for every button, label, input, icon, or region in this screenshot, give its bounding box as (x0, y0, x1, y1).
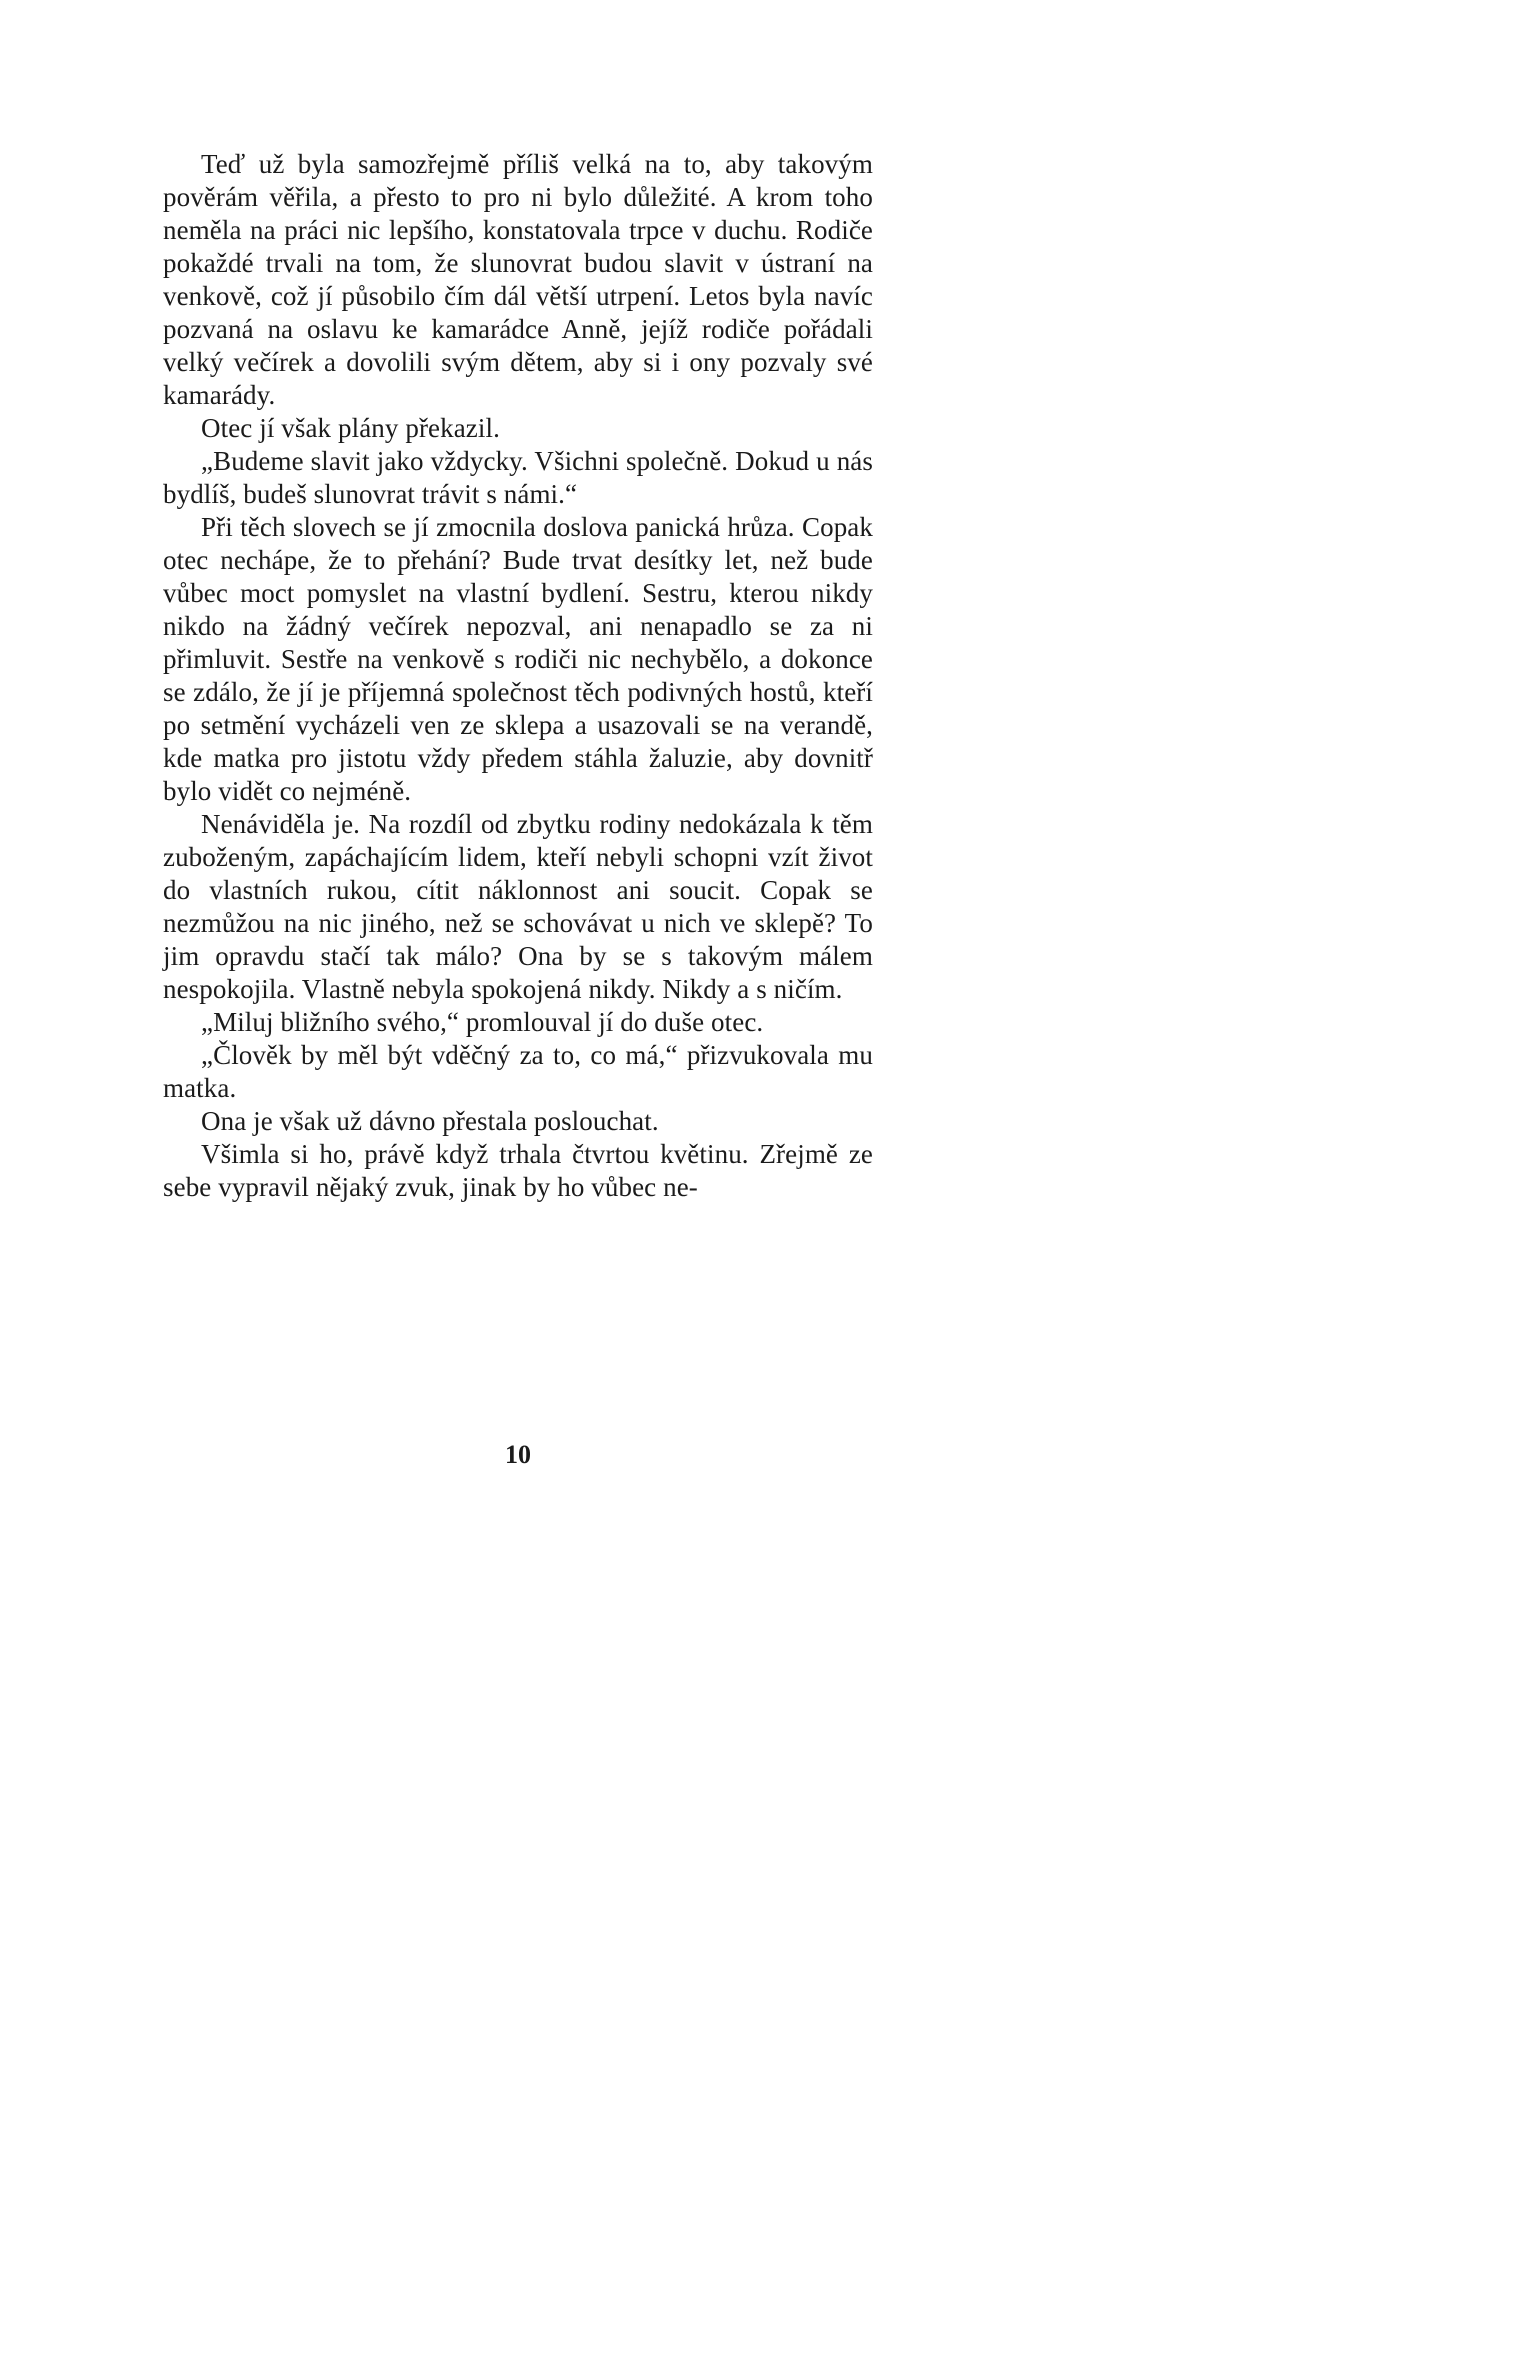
paragraph: Při těch slovech se jí zmocnila doslova panická hrůza. Copak otec nechápe, že to přehání? Bude trvat desítky let, než bude vůbec moct pomyslet na vlastní bydlení. Sestru, kterou nikdy nikdo na žádný večírek nepozval, ani nenapadlo se za ni přimluvit. Sestře na venkově s rodiči nic nechybělo, a dokonce se zdálo, že jí je příjemná společnost těch podivných hostů, kteří po setmění vycházeli ven ze sklepa a usazovali se na verandě, kde matka pro jistotu vždy předem stáhla žaluzie, aby dovnitř bylo vidět co nejméně. (163, 512, 873, 806)
paragraph: „Miluj bližního svého,“ promlouval jí do duše otec. (201, 1007, 764, 1037)
page-number: 10 (505, 1440, 531, 1469)
paragraph: „Budeme slavit jako vždycky. Všichni společně. Dokud u nás bydlíš, budeš slunovrat trávit s námi.“ (163, 446, 873, 509)
paragraph: Otec jí však plány překazil. (201, 413, 500, 443)
page-text-block (163, 148, 873, 1204)
paragraph: „Člověk by měl být vděčný za to, co má,“ přizvukovala mu matka. (163, 1040, 873, 1103)
paragraph: Teď už byla samozřejmě příliš velká na to, aby takovým pověrám věřila, a přesto to pro ni bylo důležité. A krom toho neměla na práci nic lepšího, konstatovala trpce v duchu. Rodiče pokaždé trvali na tom, že slunovrat budou slavit v ústraní na venkově, což jí působilo čím dál větší utrpení. Letos byla navíc pozvaná na oslavu ke kamarádce Anně, jejíž rodiče pořádali velký večírek a dovolili svým dětem, aby si i ony pozvaly své kamarády. (163, 149, 873, 410)
paragraph: Všimla si ho, právě když trhala čtvrtou květinu. Zřejmě ze sebe vypravil nějaký zvuk, jinak by ho vůbec ne- (163, 1139, 873, 1202)
paragraph: Nenáviděla je. Na rozdíl od zbytku rodiny nedokázala k těm zuboženým, zapáchajícím lidem, kteří nebyli schopni vzít život do vlastních rukou, cítit náklonnost ani soucit. Copak se nezmůžou na nic jiného, než se schovávat u nich ve sklepě? To jim opravdu stačí tak málo? Ona by se s takovým málem nespokojila. Vlastně nebyla spokojená nikdy. Nikdy a s ničím. (163, 809, 873, 1004)
paragraph: Ona je však už dávno přestala poslouchat. (201, 1106, 659, 1136)
